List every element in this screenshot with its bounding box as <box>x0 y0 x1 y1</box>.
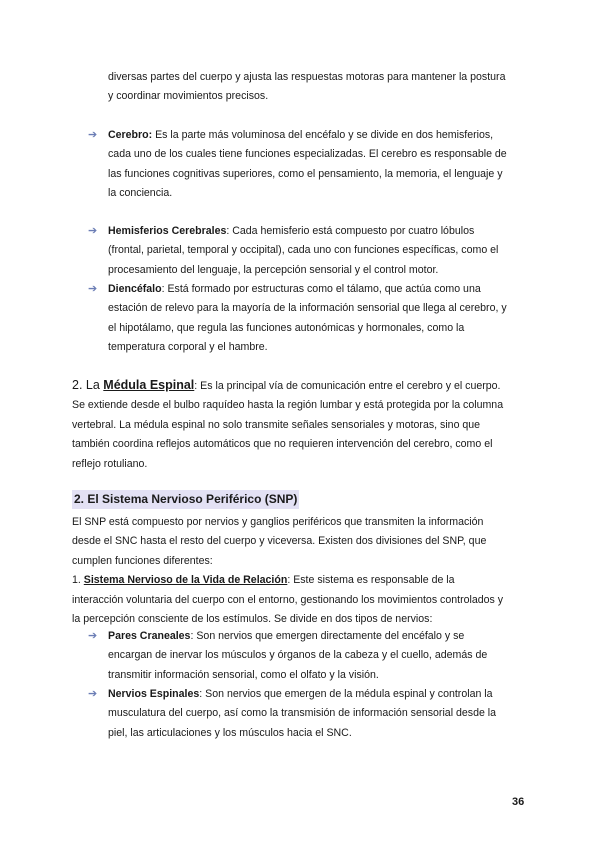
line: también coordina reflejos automáticos que no requieren intervención del cerebro, como el <box>72 438 493 451</box>
line: diversas partes del cuerpo y ajusta las respuestas motoras para mantener la postura <box>108 71 506 83</box>
line: : Este sistema es responsable de la <box>287 574 455 587</box>
line: la conciencia. <box>108 187 173 200</box>
line: reflejo rotuliano. <box>72 457 148 470</box>
bullet-hemisferios <box>88 222 536 280</box>
line: el hipotálamo, que regula las funciones autonómicas y hormonales, como la <box>108 321 465 334</box>
term-diencefalo: Diencéfalo <box>108 283 162 295</box>
line: la percepción consciente de los estímulos. Se divide en dos tipos de nervios: <box>72 613 433 626</box>
page-number: 36 <box>512 796 525 808</box>
arrow-right-icon: ➔ <box>88 225 98 237</box>
arrow-right-icon: ➔ <box>88 129 98 141</box>
line: El SNP está compuesto por nervios y ganglios periféricos que transmiten la información <box>72 516 484 528</box>
line: : Son nervios que emergen directamente del encéfalo y se <box>190 630 465 642</box>
line: : Cada hemisferio está compuesto por cuatro lóbulos <box>226 225 475 237</box>
line: : Son nervios que emergen de la médula espinal y controlan la <box>199 688 493 700</box>
arrow-right-icon: ➔ <box>88 283 98 295</box>
arrow-right-icon: ➔ <box>88 688 98 700</box>
line: las funciones cognitivas superiores, como el pensamiento, la memoria, el lenguaje y <box>108 167 503 180</box>
arrow-right-icon: ➔ <box>88 630 98 642</box>
line: musculatura del cuerpo, así como la transmisión de información sensorial desde la <box>108 707 497 720</box>
term-cerebro: Cerebro: <box>108 129 153 141</box>
bullet-nervios-espinales <box>88 685 536 743</box>
bullet-cerebro <box>88 126 536 204</box>
term-vida-relacion: Sistema Nervioso de la Vida de Relación <box>83 574 288 587</box>
line: procesamiento del lenguaje, la percepción sensorial y el control motor. <box>108 263 439 276</box>
section-number: 2. La <box>72 378 104 392</box>
line: vertebral. La médula espinal no solo transmite señales sensoriales y motoras, sino que <box>72 418 481 431</box>
bullet-pares-craneales <box>88 627 536 685</box>
bullet-diencefalo <box>88 280 536 358</box>
line: : Es la principal vía de comunicación entre el cerebro y el cuerpo. <box>194 380 501 392</box>
line: Es la parte más voluminosa del encéfalo y se divide en dos hemisferios, <box>152 129 494 141</box>
section-heading-snp: 2. El Sistema Nervioso Periférico (SNP) <box>72 490 299 509</box>
term-pares-craneales: Pares Craneales <box>108 630 191 642</box>
line: transmitir información sensorial, como el olfato y la visión. <box>108 668 379 681</box>
line: estación de relevo para la mayoría de la información sensorial que llega al cerebro, y <box>108 302 507 315</box>
term-nervios-espinales: Nervios Espinales <box>108 688 200 700</box>
line: Se extiende desde el bulbo raquídeo hasta la región lumbar y está protegida por la columna <box>72 399 504 412</box>
line: desde el SNC hasta el resto del cuerpo y viceversa. Existen dos divisiones del SNP, que <box>72 535 487 548</box>
term-hemisferios: Hemisferios Cerebrales <box>108 225 227 237</box>
line: interacción voluntaria del cuerpo con el entorno, gestionando los movimientos controlados y <box>72 593 504 606</box>
section-number: 1. <box>72 574 84 587</box>
line: cumplen funciones diferentes: <box>72 554 213 567</box>
line: cada uno de los cuales tiene funciones especializadas. El cerebro es responsable de <box>108 148 507 161</box>
line: y coordinar movimientos precisos. <box>108 90 269 103</box>
line: (frontal, parietal, temporal y occipital), cada uno con funciones específicas, como el <box>108 244 499 257</box>
line: piel, las articulaciones y los músculos hacia el SNC. <box>108 726 352 739</box>
bullet-cerebelo-continuation <box>88 68 536 107</box>
term-medula-espinal: Médula Espinal <box>103 378 195 392</box>
line: temperatura corporal y el hambre. <box>108 341 268 354</box>
line: : Está formado por estructuras como el tálamo, que actúa como una <box>161 283 481 295</box>
paragraph-medula-espinal <box>72 376 540 474</box>
line: encargan de inervar los músculos y órganos de la cabeza y el cuello, además de <box>108 649 488 662</box>
paragraph-snp-intro <box>72 513 540 629</box>
